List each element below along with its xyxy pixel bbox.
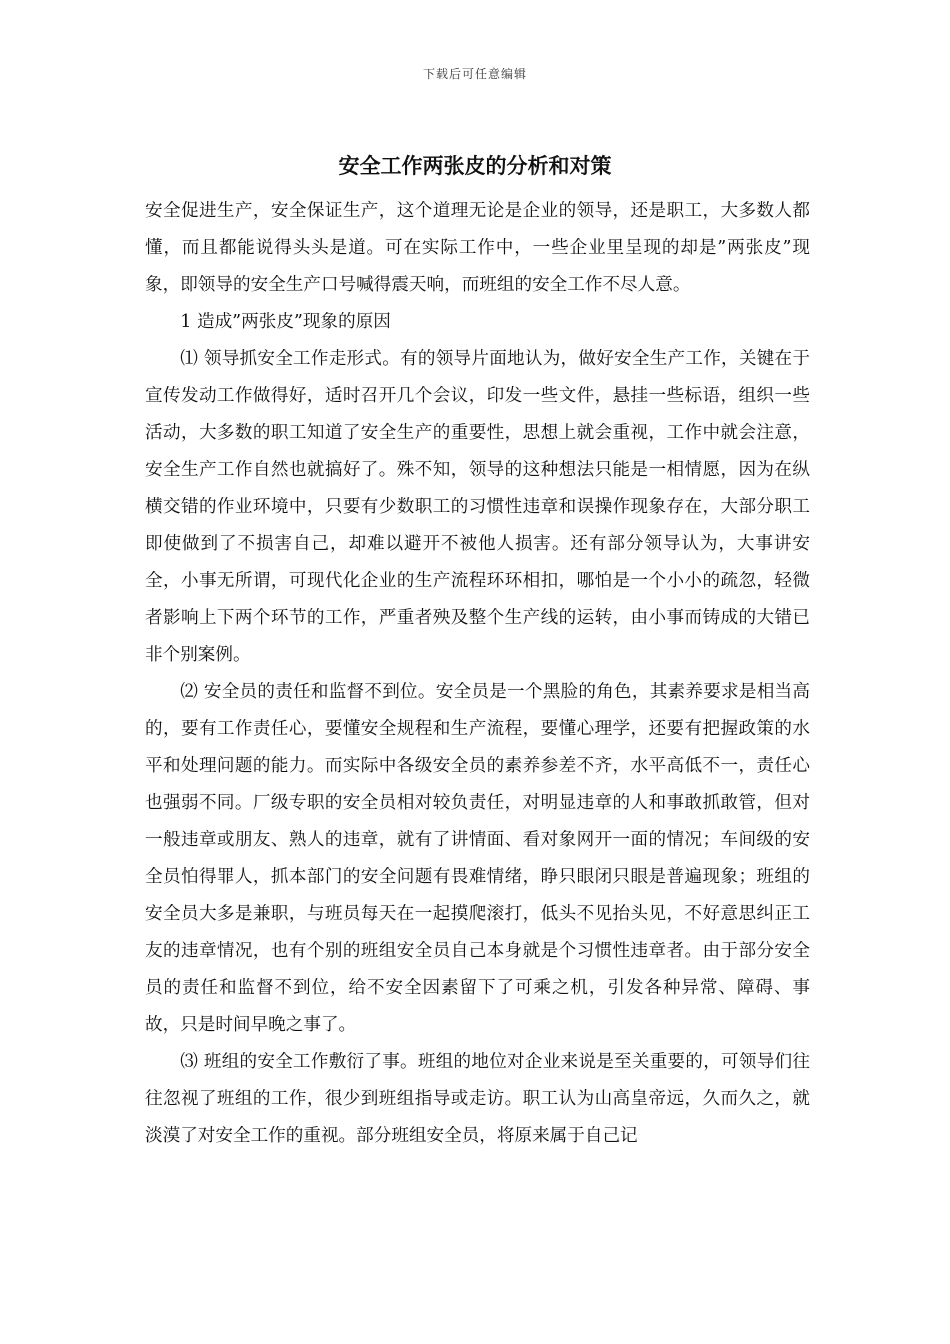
- page-header-note: 下载后可任意编辑: [422, 67, 527, 81]
- section-heading: 1 造成”两张皮”现象的原因: [180, 312, 391, 332]
- body-paragraph: ⑵ 安全员的责任和监督不到位。安全员是一个黑脸的角色，其素养要求是相当高的，要有工作责任心，要懂安全规程和生产流程，要懂心理学，还要有把握政策的水平和处理问题的能力。而实际中各级安全员的素养参差不齐，水平高低不一，责任心也强弱不同。厂级专职的安全员相对较负责任，对明显违章的人和事敢抓敢管，但对一般违章或朋友、熟人的违章，就有了讲情面、看对象网开一面的情况；车间级的安全员怕得罪人，抓本部门的安全问题有畏难情绪，睁只眼闭只眼是普遍现象；班组的安全员大多是兼职，与班员每天在一起摸爬滚打，低头不见抬头见，不好意思纠正工友的违章情况，也有个别的班组安全员自己本身就是个习惯性违章者。由于部分安全员的责任和监督不到位，给不安全因素留下了可乘之机，引发各种异常、障碍、事故，只是时间早晚之事了。: [145, 682, 810, 1035]
- body-paragraph: ⑶ 班组的安全工作敷衍了事。班组的地位对企业来说是至关重要的，可领导们往往忽视了班组的工作，很少到班组指导或走访。职工认为山高皇帝远，久而久之，就淡漠了对安全工作的重视。部分班组安全员，将原来属于自己记: [145, 1052, 810, 1146]
- body-paragraph: ⑴ 领导抓安全工作走形式。有的领导片面地认为，做好安全生产工作，关键在于宣传发动工作做得好，适时召开几个会议，印发一些文件，悬挂一些标语，组织一些活动，大多数的职工知道了安全生产的重要性，思想上就会重视，工作中就会注意，安全生产工作自然也就搞好了。殊不知，领导的这种想法只能是一相情愿，因为在纵横交错的作业环境中，只要有少数职工的习惯性违章和误操作现象存在，大部分职工即使做到了不损害自己，却难以避开不被他人损害。还有部分领导认为，大事讲安全，小事无所谓，可现代化企业的生产流程环环相扣，哪怕是一个小小的疏忽，轻微者影响上下两个环节的工作，严重者殃及整个生产线的运转，由小事而铸成的大错已非个别案例。: [145, 349, 810, 665]
- document-title: 安全工作两张皮的分析和对策: [338, 153, 612, 178]
- document-body: [145, 193, 810, 1155]
- intro-paragraph: 安全促进生产，安全保证生产，这个道理无论是企业的领导，还是职工，大多数人都懂，而且都能说得头头是道。可在实际工作中，一些企业里呈现的却是”两张皮”现象，即领导的安全生产口号喊得震天响，而班组的安全工作不尽人意。: [145, 201, 810, 295]
